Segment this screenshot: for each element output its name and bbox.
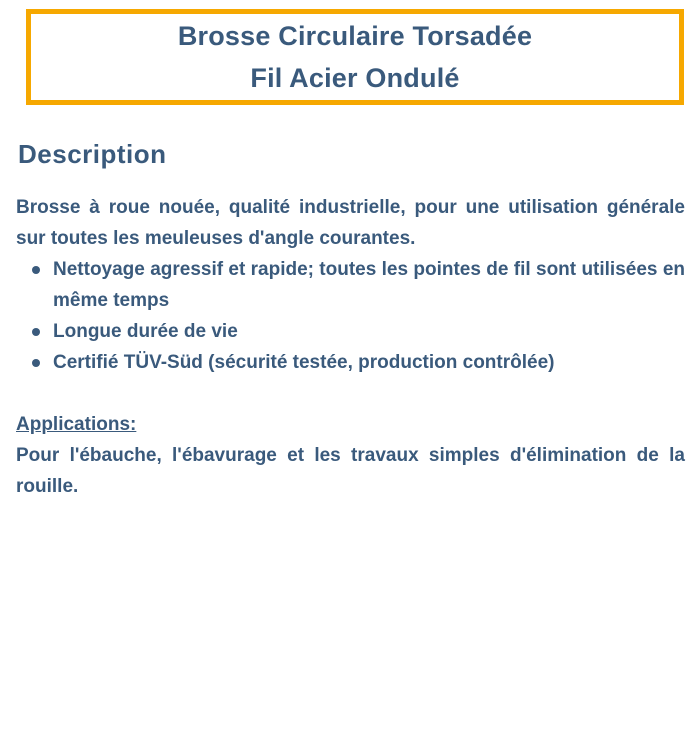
description-content (16, 192, 685, 502)
product-title-line-1: Brosse Circulaire Torsadée (177, 21, 533, 51)
feature-text: Certifié TÜV-Süd (sécurité testée, production contrôlée) (53, 352, 555, 373)
description-intro: Brosse à roue nouée, qualité industrielle, pour une utilisation générale sur toutes les meuleuses d'angle courantes. (16, 197, 685, 249)
bullet-icon (32, 359, 40, 367)
section-spacer (16, 378, 685, 409)
product-title-box (26, 9, 684, 105)
product-title-line-2: Fil Acier Ondulé (250, 63, 460, 93)
bullet-icon (32, 328, 40, 336)
feature-item (16, 316, 685, 347)
feature-list (16, 254, 685, 378)
description-heading: Description (18, 139, 167, 169)
feature-text: Nettoyage agressif et rapide; toutes les pointes de fil sont utilisées en même temps (53, 259, 685, 311)
feature-item (16, 347, 685, 378)
bullet-icon (32, 266, 40, 274)
applications-text: Pour l'ébauche, l'ébavurage et les travaux simples d'élimination de la rouille. (16, 445, 685, 497)
feature-item (16, 254, 685, 316)
feature-text: Longue durée de vie (53, 321, 238, 342)
applications-heading: Applications: (16, 414, 137, 435)
